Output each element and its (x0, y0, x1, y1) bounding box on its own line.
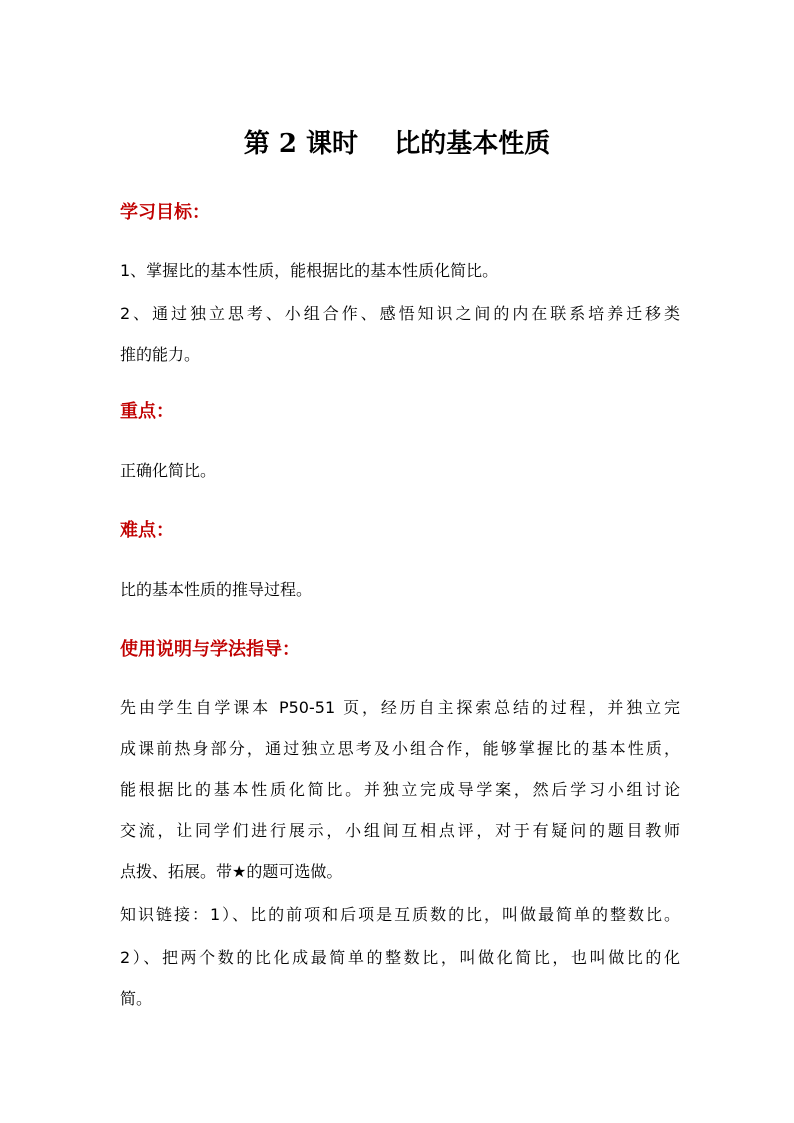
instructions-line: 交流，让同学们进行展示，小组间互相点评，对于有疑问的题目教师 (120, 821, 680, 840)
instructions-line: 成课前热身部分，通过独立思考及小组合作，能够掌握比的基本性质， (120, 739, 680, 758)
page-title: 第 2 课时 比的基本性质 (243, 129, 551, 159)
difficulty-text: 比的基本性质的推导过程。 (120, 580, 313, 599)
objective-item-2-line-1: 2、通过独立思考、小组合作、感悟知识之间的内在联系培养迁移类 (120, 304, 680, 323)
objective-item-1: 1、掌握比的基本性质，能根据比的基本性质化简比。 (120, 261, 499, 280)
key-point-text: 正确化简比。 (120, 461, 217, 480)
difficulty-heading: 难点： (120, 520, 174, 541)
objectives-heading: 学习目标： (120, 202, 210, 223)
key-point-heading: 重点： (120, 401, 174, 422)
knowledge-link-line-3: 简。 (120, 989, 153, 1008)
instructions-line: 点拨、拓展。带★的题可选做。 (120, 862, 343, 881)
instructions-line: 先由学生自学课本 P50-51 页，经历自主探索总结的过程，并独立完 (120, 698, 680, 717)
instructions-heading: 使用说明与学法指导： (120, 639, 300, 660)
knowledge-link-line-1: 知识链接：1）、比的前项和后项是互质数的比，叫做最简单的整数比。 (120, 905, 680, 924)
knowledge-link-line-2: 2）、把两个数的比化成最简单的整数比，叫做化简比，也叫做比的化 (120, 948, 680, 967)
instructions-line: 能根据比的基本性质化简比。并独立完成导学案，然后学习小组讨论 (120, 780, 680, 799)
objective-item-2-line-2: 推的能力。 (120, 345, 201, 364)
